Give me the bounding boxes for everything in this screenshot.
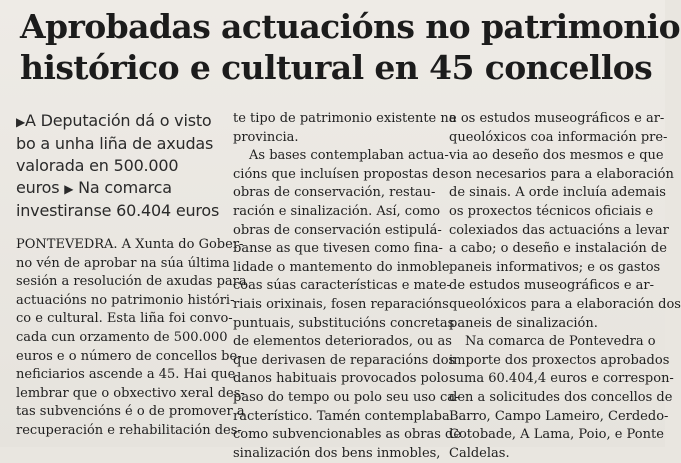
summary-line: investiranse 60.404 euros [16,201,220,220]
text-line: recuperación e rehabilitación des- [16,422,242,438]
column-3 [449,110,681,463]
text-line: co e cultural. Esta liña foi convo- [16,311,233,327]
text-line: ración e sinalización. Así, como [233,203,441,219]
column-2 [233,110,462,463]
summary-line: valorada en 500.000 [16,156,179,175]
text-line: no vén de aprobar na súa última [16,255,230,271]
text-line: puntuais, substitucións concretas [233,315,455,331]
text-line: a cabo; o deseño e instalación de [449,241,667,257]
summary-line: bo a unha liña de axudas [16,134,214,153]
text-line: provincia. [233,129,299,145]
text-line: Na comarca de Pontevedra o [465,334,656,350]
text-line: queolóxicos para a elaboración dos [449,296,681,312]
triangle-bullet-icon: ▶ [64,182,74,196]
text-line: racterístico. Tamén contemplaba [233,408,450,424]
summary-box [16,110,219,222]
summary-line: euros ▶ Na comarca [16,178,172,197]
text-line: colexiados das actuacións a levar [449,222,669,238]
text-line: danos habituais provocados polo [233,371,449,387]
text-line: importe dos proxectos aprobados [449,352,670,368]
text-line: banse as que tivesen como fina- [233,241,443,257]
text-line: lidade o mantemento do inmoble [233,259,450,275]
text-line: lembrar que o obxectivo xeral des- [16,385,245,401]
text-line: de sinais. A orde incluía ademais [449,185,666,201]
text-line: son necesarios para a elaboración [449,166,674,182]
text-line: e os estudos museográficos e ar- [449,111,665,126]
text-line: den a solicitudes dos concellos de [449,389,673,405]
text-line: riais orixinais, fosen reparacións [233,296,449,312]
text-line: suma 60.404,4 euros e correspon- [449,371,674,387]
text-line: cada cun orzamento de 500.000 [16,329,228,345]
text-line: como subvencionables as obras de [233,427,462,443]
text-line: paso do tempo ou polo seu uso ca- [233,389,460,405]
text-line: As bases contemplaban actua- [249,148,449,164]
text-line: paneis de sinalización. [449,315,598,331]
headline-line-1: Aprobadas actuacións no patrimonio [20,7,681,46]
body-text [16,236,247,441]
text-line: queolóxicos coa información pre- [449,129,668,145]
text-line: neficiarios ascende a 45. Hai que [16,367,236,383]
triangle-bullet-icon: ▶ [16,115,26,129]
text-line: paneis informativos; e os gastos [449,259,661,275]
text-line: sinalización dos bens inmobles, [233,445,441,461]
text-line: Barro, Campo Lameiro, Cerdedo- [449,408,669,424]
text-line: de elementos deteriorados, ou as [233,334,452,350]
text-line: actuacións no patrimonio históri- [16,292,235,308]
headline [20,6,681,88]
text-line: Caldelas. [449,445,510,461]
text-line: obras de conservación estipulá- [233,222,442,238]
text-line: de estudos museográficos e ar- [449,278,655,294]
column-1 [16,110,247,441]
text-line: coas súas características e mate- [233,278,451,294]
text-line: euros e o número de concellos be- [16,348,242,364]
headline-line-2: histórico e cultural en 45 concellos [20,48,653,87]
text-line: sesión a resolución de axudas para [16,274,247,290]
text-line: PONTEVEDRA. A Xunta do Gober- [16,237,244,252]
summary-line: ▶A Deputación dá o visto [16,111,212,130]
text-line: cións que incluísen propostas de [233,166,449,182]
text-line: tas subvencións é o de promover a [16,404,245,420]
text-line: que derivasen de reparacións dos [233,352,456,368]
text-line: obras de conservación, restau- [233,185,436,201]
text-line: via ao deseño dos mesmos e que [449,148,664,164]
text-line: Cotobade, A Lama, Poio, e Ponte [449,427,664,443]
text-line: os proxectos técnicos oficiais e [449,203,654,219]
text-line: te tipo de patrimonio existente na [233,111,457,126]
